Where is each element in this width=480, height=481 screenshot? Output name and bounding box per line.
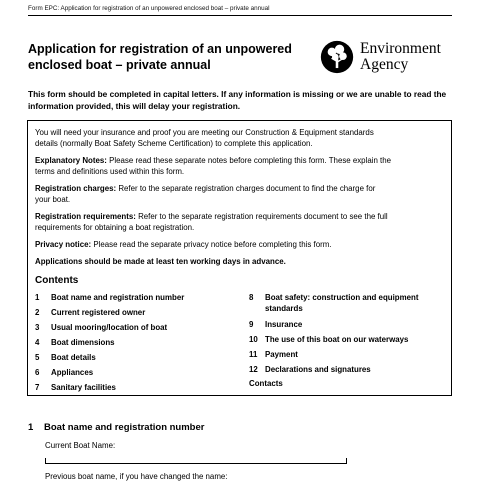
toc-item-label: Contacts: [249, 379, 283, 388]
toc-item-1[interactable]: [35, 292, 235, 303]
toc-item-label: [265, 292, 418, 314]
toc-item-label-line-2: standards: [265, 304, 303, 313]
previous-boat-name-label: Previous boat name, if you have changed the name:: [45, 472, 228, 481]
toc-item-3[interactable]: [35, 322, 235, 333]
toc-item-number: 8: [249, 293, 254, 302]
toc-item-label: Boat name and registration number: [51, 293, 185, 302]
toc-item-number: 5: [35, 353, 40, 362]
toc-item-label: Declarations and signatures: [265, 365, 371, 374]
toc-item-label: Sanitary facilities: [51, 383, 116, 392]
page-title: [28, 41, 308, 73]
logo-wordmark-line-1: Environment: [360, 40, 441, 57]
toc-item-11[interactable]: [249, 349, 449, 360]
registration-requirements-label: Registration requirements:: [35, 212, 136, 221]
privacy-notice-text: Please read the separate privacy notice before completing this form.: [93, 240, 332, 249]
toc-item-label: Insurance: [265, 320, 303, 329]
toc-item-7[interactable]: [35, 382, 235, 393]
logo-wordmark: [360, 41, 441, 73]
toc-item-number: 2: [35, 308, 40, 317]
form-reference: Form EPC: Application for registration of an unpowered enclosed boat – private annual: [28, 5, 270, 12]
registration-charges-text-2: your boat.: [35, 195, 71, 204]
current-boat-name-field[interactable]: [45, 458, 347, 464]
registration-charges-label: Registration charges:: [35, 184, 117, 193]
toc-item-number: 10: [249, 335, 258, 344]
toc-item-number: 11: [249, 350, 258, 359]
registration-requirements: [35, 211, 447, 233]
toc-item-5[interactable]: [35, 352, 235, 363]
tree-logo-icon: [320, 40, 354, 74]
toc-item-label-line-1: Boat safety: construction and equipment: [265, 293, 419, 302]
toc-item-label: Appliances: [51, 368, 94, 377]
registration-requirements-text-2: requirements for obtaining a boat registration.: [35, 223, 195, 232]
toc-item-number: 4: [35, 338, 40, 347]
registration-requirements-text-1: Refer to the separate registration requirements document to see the full: [138, 212, 388, 221]
explanatory-notes: [35, 155, 447, 177]
intro-line-2: information provided, this will delay your registration.: [28, 101, 241, 111]
toc-item-12[interactable]: [249, 364, 449, 375]
environment-agency-logo: [320, 40, 460, 80]
privacy-notice: [35, 239, 447, 250]
insurance-note-line-1: You will need your insurance and proof you are meeting our Construction & Equipment standards: [35, 128, 374, 137]
toc-item-label: The use of this boat on our waterways: [265, 335, 409, 344]
explanatory-notes-label: Explanatory Notes:: [35, 156, 107, 165]
toc-item-number: 7: [35, 383, 40, 392]
toc-item-9[interactable]: [249, 319, 449, 330]
toc-item-number: 3: [35, 323, 40, 332]
current-boat-name-label: Current Boat Name:: [45, 441, 116, 450]
insurance-note-line-2: details (normally Boat Safety Scheme Certification) to complete this application.: [35, 139, 313, 148]
intro-instructions: [28, 88, 458, 112]
registration-charges-text-1: Refer to the separate registration charges document to find the charge for: [118, 184, 376, 193]
toc-item-contacts[interactable]: [249, 378, 449, 389]
explanatory-notes-text-2: terms and definitions used within this form.: [35, 167, 185, 176]
toc-item-label: Boat dimensions: [51, 338, 115, 347]
toc-item-number: 1: [35, 293, 40, 302]
toc-item-number: 9: [249, 320, 254, 329]
toc-item-label: Payment: [265, 350, 298, 359]
section-title: Boat name and registration number: [44, 422, 205, 433]
toc-item-number: 6: [35, 368, 40, 377]
application-deadline: Applications should be made at least ten working days in advance.: [35, 257, 286, 266]
section-number: 1: [28, 422, 34, 433]
registration-charges: [35, 183, 447, 205]
toc-item-6[interactable]: [35, 367, 235, 378]
insurance-note: [35, 127, 447, 149]
toc-item-number: 12: [249, 365, 258, 374]
toc-item-2[interactable]: [35, 307, 235, 318]
logo-wordmark-line-2: Agency: [360, 56, 409, 73]
toc-item-8[interactable]: [249, 292, 449, 314]
privacy-notice-label: Privacy notice:: [35, 240, 92, 249]
toc-item-4[interactable]: [35, 337, 235, 348]
toc-item-label: Usual mooring/location of boat: [51, 323, 168, 332]
page-title-line-2: enclosed boat – private annual: [28, 58, 211, 72]
explanatory-notes-text-1: Please read these separate notes before completing this form. These explain the: [109, 156, 392, 165]
toc-item-10[interactable]: [249, 334, 449, 345]
header-divider: [28, 15, 452, 16]
toc-item-label: Boat details: [51, 353, 96, 362]
toc-item-label: Current registered owner: [51, 308, 146, 317]
intro-line-1: This form should be completed in capital letters. If any information is missing or we are unable to read the: [28, 89, 447, 99]
page-title-line-1: Application for registration of an unpowered: [28, 42, 292, 56]
contents-heading: Contents: [35, 275, 79, 286]
